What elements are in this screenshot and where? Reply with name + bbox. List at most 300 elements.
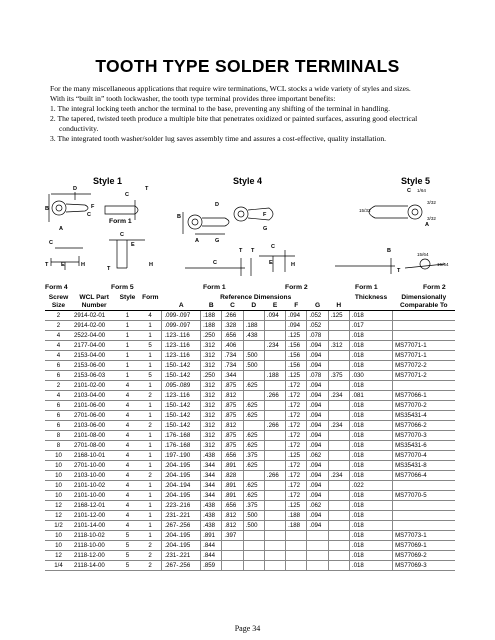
col-number: Number: [72, 302, 116, 311]
table-cell: [264, 511, 285, 521]
dim-T3: T: [107, 266, 111, 272]
table-cell: [264, 331, 285, 341]
table-cell: .018: [349, 521, 392, 531]
table-cell: [264, 401, 285, 411]
table-cell: .018: [349, 511, 392, 521]
table-cell: .188: [243, 321, 264, 331]
table-cell: .125: [286, 331, 307, 341]
table-cell: .625: [243, 381, 264, 391]
table-cell: 1: [116, 351, 138, 361]
table-cell: .150-.142: [162, 371, 201, 381]
table-cell: .188: [286, 521, 307, 531]
table-cell: [393, 331, 455, 341]
style4-title: Style 4: [233, 176, 263, 186]
table-cell: 12: [45, 501, 72, 511]
table-cell: 1: [139, 511, 162, 521]
page-title: TOOTH TYPE SOLDER TERMINALS: [95, 56, 400, 76]
table-cell: .150-.142: [162, 421, 201, 431]
table-cell: .172: [286, 461, 307, 471]
dim-3-32-b: 3/32: [427, 216, 436, 221]
table-cell: 2: [139, 421, 162, 431]
table-cell: MS77069-3: [393, 561, 455, 571]
table-cell: 1: [139, 321, 162, 331]
table-cell: 4: [116, 401, 138, 411]
dim-A3: A: [425, 222, 429, 228]
table-cell: .156: [286, 351, 307, 361]
table-cell: [243, 561, 264, 571]
dim-C5: C: [213, 260, 217, 266]
table-cell: .094: [307, 441, 328, 451]
table-cell: .344: [201, 481, 222, 491]
table-cell: .094: [307, 381, 328, 391]
table-cell: 4: [116, 481, 138, 491]
table-cell: .062: [307, 501, 328, 511]
table-cell: [307, 541, 328, 551]
table-cell: 4: [45, 331, 72, 341]
table-cell: 2118-10-00: [72, 541, 116, 551]
table-cell: .094: [307, 511, 328, 521]
table-cell: [286, 551, 307, 561]
table-cell: [264, 531, 285, 541]
table-cell: .734: [222, 361, 243, 371]
table-cell: .312: [201, 411, 222, 421]
table-cell: 12: [45, 551, 72, 561]
table-cell: .859: [201, 561, 222, 571]
table-cell: .094: [264, 311, 285, 321]
table-cell: .397: [222, 531, 243, 541]
table-cell: .176-.168: [162, 431, 201, 441]
dim-15-64-b: 15/64: [437, 262, 449, 267]
table-cell: [243, 391, 264, 401]
table-cell: [328, 541, 349, 551]
form1-inline-label: Form 1: [109, 218, 132, 225]
table-cell: .234: [328, 421, 349, 431]
table-row: [45, 441, 455, 451]
table-cell: .172: [286, 471, 307, 481]
table-cell: .094: [307, 431, 328, 441]
table-cell: 1: [139, 461, 162, 471]
table-row: [45, 551, 455, 561]
table-row: [45, 421, 455, 431]
table-row: [45, 481, 455, 491]
table-cell: [393, 381, 455, 391]
style1-title: Style 1: [93, 176, 123, 186]
table-cell: .172: [286, 441, 307, 451]
table-cell: .312: [201, 391, 222, 401]
table-cell: [264, 521, 285, 531]
benefit-item: 1. The integral locking teeth anchor the terminal to the base, preventing any shifting of the terminal in handling.: [50, 104, 391, 114]
table-cell: MS77071-2: [393, 371, 455, 381]
table-cell: 2: [139, 391, 162, 401]
table-cell: .266: [264, 471, 285, 481]
table-cell: .018: [349, 401, 392, 411]
table-cell: .094: [307, 351, 328, 361]
table-cell: 1: [139, 351, 162, 361]
table-cell: MS77072-2: [393, 361, 455, 371]
table-row: [45, 311, 455, 321]
table-cell: [328, 481, 349, 491]
table-cell: .438: [201, 521, 222, 531]
table-cell: 10: [45, 491, 72, 501]
col-size: Size: [45, 302, 72, 311]
table-cell: [264, 431, 285, 441]
table-cell: 2168-12-01: [72, 501, 116, 511]
table-cell: .156: [286, 341, 307, 351]
table-cell: .078: [307, 331, 328, 341]
table-cell: 4: [116, 421, 138, 431]
table-cell: 4: [116, 441, 138, 451]
table-cell: MS77070-5: [393, 491, 455, 501]
table-cell: 4: [116, 511, 138, 521]
table-cell: 2101-14-00: [72, 521, 116, 531]
dim-C4: C: [120, 232, 124, 238]
table-cell: 1: [139, 431, 162, 441]
caption-form4: Form 4: [45, 284, 68, 291]
table-row: [45, 391, 455, 401]
table-cell: [264, 501, 285, 511]
table-cell: .125: [328, 311, 349, 321]
table-cell: 8: [45, 441, 72, 451]
table-cell: .123-.116: [162, 331, 201, 341]
table-cell: .081: [349, 391, 392, 401]
table-cell: [393, 511, 455, 521]
table-cell: .625: [243, 481, 264, 491]
table-cell: .030: [349, 371, 392, 381]
table-cell: [328, 441, 349, 451]
table-row: [45, 411, 455, 421]
table-cell: MS77073-1: [393, 531, 455, 541]
table-cell: [243, 341, 264, 351]
table-cell: [264, 561, 285, 571]
table-cell: [307, 531, 328, 541]
table-cell: .172: [286, 491, 307, 501]
table-cell: 4: [116, 461, 138, 471]
terminal-diagrams: [45, 176, 455, 294]
table-cell: [328, 331, 349, 341]
table-cell: 6: [45, 361, 72, 371]
table-cell: .094: [307, 471, 328, 481]
table-cell: .891: [222, 461, 243, 471]
table-cell: .844: [201, 541, 222, 551]
table-cell: .204-.195: [162, 461, 201, 471]
table-cell: .231-.221: [162, 551, 201, 561]
table-cell: .844: [201, 551, 222, 561]
table-cell: .344: [201, 461, 222, 471]
col-wcl: WCL Part: [79, 294, 109, 301]
table-cell: .018: [349, 551, 392, 561]
table-cell: .052: [307, 311, 328, 321]
table-cell: .018: [349, 381, 392, 391]
col-dim2: Comparable To: [393, 302, 455, 311]
dim-E3: E: [269, 260, 273, 266]
table-cell: 1: [116, 361, 138, 371]
table-cell: 6: [45, 421, 72, 431]
table-cell: 4: [116, 451, 138, 461]
table-cell: .312: [201, 441, 222, 451]
table-cell: [264, 411, 285, 421]
table-row: [45, 321, 455, 331]
table-row: [45, 451, 455, 461]
table-cell: [222, 551, 243, 561]
table-cell: .188: [286, 511, 307, 521]
table-cell: .078: [307, 371, 328, 381]
table-row: [45, 471, 455, 481]
table-cell: .018: [349, 541, 392, 551]
table-cell: .018: [349, 441, 392, 451]
table-cell: [393, 321, 455, 331]
table-cell: .204-.195: [162, 531, 201, 541]
table-row: [45, 561, 455, 571]
table-cell: 2177-04-00: [72, 341, 116, 351]
dim-B2: B: [177, 214, 181, 220]
table-cell: .150-.142: [162, 411, 201, 421]
table-cell: 2168-10-01: [72, 451, 116, 461]
table-cell: 2522-04-00: [72, 331, 116, 341]
table-cell: 2: [45, 311, 72, 321]
table-cell: [243, 531, 264, 541]
table-cell: .172: [286, 401, 307, 411]
table-cell: 2103-04-00: [72, 391, 116, 401]
table-cell: .625: [243, 401, 264, 411]
table-cell: [243, 371, 264, 381]
table-cell: .150-.142: [162, 401, 201, 411]
table-cell: MS77070-4: [393, 451, 455, 461]
table-cell: .223-.216: [162, 501, 201, 511]
table-cell: 1/2: [45, 521, 72, 531]
table-cell: MS35431-4: [393, 411, 455, 421]
table-cell: [328, 501, 349, 511]
dim-D2: D: [215, 202, 219, 208]
table-cell: .438: [201, 501, 222, 511]
table-cell: 12: [45, 511, 72, 521]
table-cell: 1: [139, 531, 162, 541]
col-B: B: [201, 302, 222, 311]
table-cell: 2701-08-00: [72, 441, 116, 451]
table-cell: 2103-10-00: [72, 471, 116, 481]
table-cell: .094: [286, 321, 307, 331]
table-cell: .204-.194: [162, 481, 201, 491]
col-dim1: Dimensionally: [401, 294, 447, 301]
table-cell: 1: [139, 501, 162, 511]
table-cell: 4: [45, 341, 72, 351]
table-cell: .176-.168: [162, 441, 201, 451]
dim-E: E: [61, 262, 65, 268]
table-cell: .125: [286, 371, 307, 381]
dim-T6: T: [397, 268, 401, 274]
table-cell: .123-.116: [162, 351, 201, 361]
table-row: [45, 341, 455, 351]
intro-line: For the many miscellaneous applications that require wire terminations, WCL stocks a wide variety of styles and sizes.: [50, 84, 411, 93]
table-cell: MS35431-6: [393, 441, 455, 451]
table-cell: .625: [243, 411, 264, 421]
col-A: A: [162, 302, 201, 311]
table-cell: .150-.142: [162, 361, 201, 371]
table-cell: .891: [222, 481, 243, 491]
table-cell: 5: [139, 371, 162, 381]
table-cell: .266: [222, 311, 243, 321]
table-cell: .204-.195: [162, 491, 201, 501]
table-cell: .125: [286, 501, 307, 511]
table-cell: MS77069-1: [393, 541, 455, 551]
table-cell: 2101-10-02: [72, 481, 116, 491]
table-row: [45, 381, 455, 391]
table-cell: .438: [201, 451, 222, 461]
table-cell: 1: [139, 361, 162, 371]
caption-form2-style4: Form 2: [285, 284, 308, 291]
table-cell: MS77069-2: [393, 551, 455, 561]
table-cell: .375: [243, 501, 264, 511]
table-cell: [243, 421, 264, 431]
table-cell: 4: [139, 311, 162, 321]
table-cell: [393, 501, 455, 511]
table-cell: .156: [286, 361, 307, 371]
intro-text: [50, 84, 450, 145]
table-row: [45, 461, 455, 471]
table-cell: [264, 321, 285, 331]
table-cell: [264, 381, 285, 391]
table-cell: .250: [201, 331, 222, 341]
table-cell: .328: [222, 321, 243, 331]
table-cell: 4: [116, 411, 138, 421]
dim-E2: E: [131, 242, 135, 248]
table-cell: .099-.097: [162, 311, 201, 321]
table-cell: .344: [201, 471, 222, 481]
table-cell: 10: [45, 531, 72, 541]
dim-F: F: [91, 204, 95, 210]
table-cell: 2153-06-03: [72, 371, 116, 381]
table-body: [45, 311, 455, 571]
table-cell: .204-.195: [162, 471, 201, 481]
table-cell: .123-.116: [162, 341, 201, 351]
table-cell: .018: [349, 471, 392, 481]
table-cell: 2153-04-00: [72, 351, 116, 361]
dim-3-32-a: 3/32: [427, 200, 436, 205]
table-cell: .267-.256: [162, 521, 201, 531]
table-row: [45, 491, 455, 501]
table-cell: .812: [222, 421, 243, 431]
dim-T: T: [45, 262, 49, 268]
table-cell: 4: [116, 431, 138, 441]
table-cell: [328, 551, 349, 561]
table-cell: [264, 441, 285, 451]
table-row: [45, 511, 455, 521]
table-cell: [264, 551, 285, 561]
col-ref-dims: Reference Dimensions: [220, 294, 292, 301]
dim-C6: C: [271, 244, 275, 250]
table-row: [45, 541, 455, 551]
table-cell: .625: [243, 461, 264, 471]
table-cell: [328, 511, 349, 521]
table-cell: 2: [139, 471, 162, 481]
table-cell: .018: [349, 501, 392, 511]
table-cell: 4: [116, 381, 138, 391]
table-cell: .375: [243, 451, 264, 461]
table-cell: 2: [139, 541, 162, 551]
table-cell: .197-.190: [162, 451, 201, 461]
dim-1-64: 1/64: [417, 188, 426, 193]
table-cell: 10: [45, 541, 72, 551]
table-cell: .656: [222, 451, 243, 461]
caption-form2-style5: Form 2: [423, 284, 446, 291]
dim-H: H: [81, 262, 85, 268]
table-row: [45, 431, 455, 441]
table-cell: [328, 401, 349, 411]
table-cell: 10: [45, 471, 72, 481]
table-cell: 2: [139, 551, 162, 561]
table-cell: .812: [222, 511, 243, 521]
table-cell: 4: [116, 491, 138, 501]
table-row: [45, 331, 455, 341]
table-cell: .188: [201, 321, 222, 331]
table-cell: .266: [264, 391, 285, 401]
table-cell: 1: [116, 321, 138, 331]
style5-title: Style 5: [401, 176, 431, 186]
table-cell: 6: [45, 371, 72, 381]
table-cell: .250: [201, 371, 222, 381]
col-style: Style: [116, 294, 138, 311]
table-cell: .891: [222, 491, 243, 501]
table-cell: .204-.195: [162, 541, 201, 551]
col-H: H: [328, 302, 349, 311]
table-cell: [243, 551, 264, 561]
table-cell: .438: [201, 511, 222, 521]
dim-15-32: 15/32: [359, 208, 371, 213]
table-cell: 5: [116, 561, 138, 571]
table-cell: .094: [307, 361, 328, 371]
terminal-drawings: [45, 186, 455, 284]
table-cell: 4: [45, 351, 72, 361]
table-cell: .625: [243, 491, 264, 501]
dim-T5: T: [251, 248, 255, 254]
table-cell: 2101-12-00: [72, 511, 116, 521]
table-cell: [243, 471, 264, 481]
dim-G: G: [215, 238, 220, 244]
table-cell: .231-.221: [162, 511, 201, 521]
table-cell: .094: [307, 391, 328, 401]
dim-T4: T: [239, 248, 243, 254]
table-cell: [393, 311, 455, 321]
table-cell: 2118-12-00: [72, 551, 116, 561]
table-cell: 2103-06-00: [72, 421, 116, 431]
table-cell: .018: [349, 531, 392, 541]
dim-C7: C: [407, 188, 411, 194]
table-cell: .312: [201, 431, 222, 441]
table-cell: .500: [243, 511, 264, 521]
table-cell: [222, 561, 243, 571]
dim-C: C: [87, 212, 91, 218]
table-cell: .018: [349, 491, 392, 501]
table-cell: [328, 451, 349, 461]
table-cell: 4: [116, 391, 138, 401]
dim-15-64-a: 15/64: [417, 252, 429, 257]
table-cell: MS77071-1: [393, 341, 455, 351]
table-cell: 2914-02-00: [72, 321, 116, 331]
dim-F2: F: [263, 212, 267, 218]
table-cell: .094: [286, 311, 307, 321]
table-cell: [264, 461, 285, 471]
table-cell: 1: [139, 481, 162, 491]
table-cell: 2914-02-01: [72, 311, 116, 321]
table-cell: [243, 541, 264, 551]
table-cell: .734: [222, 351, 243, 361]
table-row: [45, 351, 455, 361]
table-cell: 2101-02-00: [72, 381, 116, 391]
table-cell: .094: [307, 421, 328, 431]
table-cell: [286, 531, 307, 541]
table-row: [45, 361, 455, 371]
col-form: Form: [139, 294, 162, 311]
caption-form1-style4: Form 1: [203, 284, 226, 291]
